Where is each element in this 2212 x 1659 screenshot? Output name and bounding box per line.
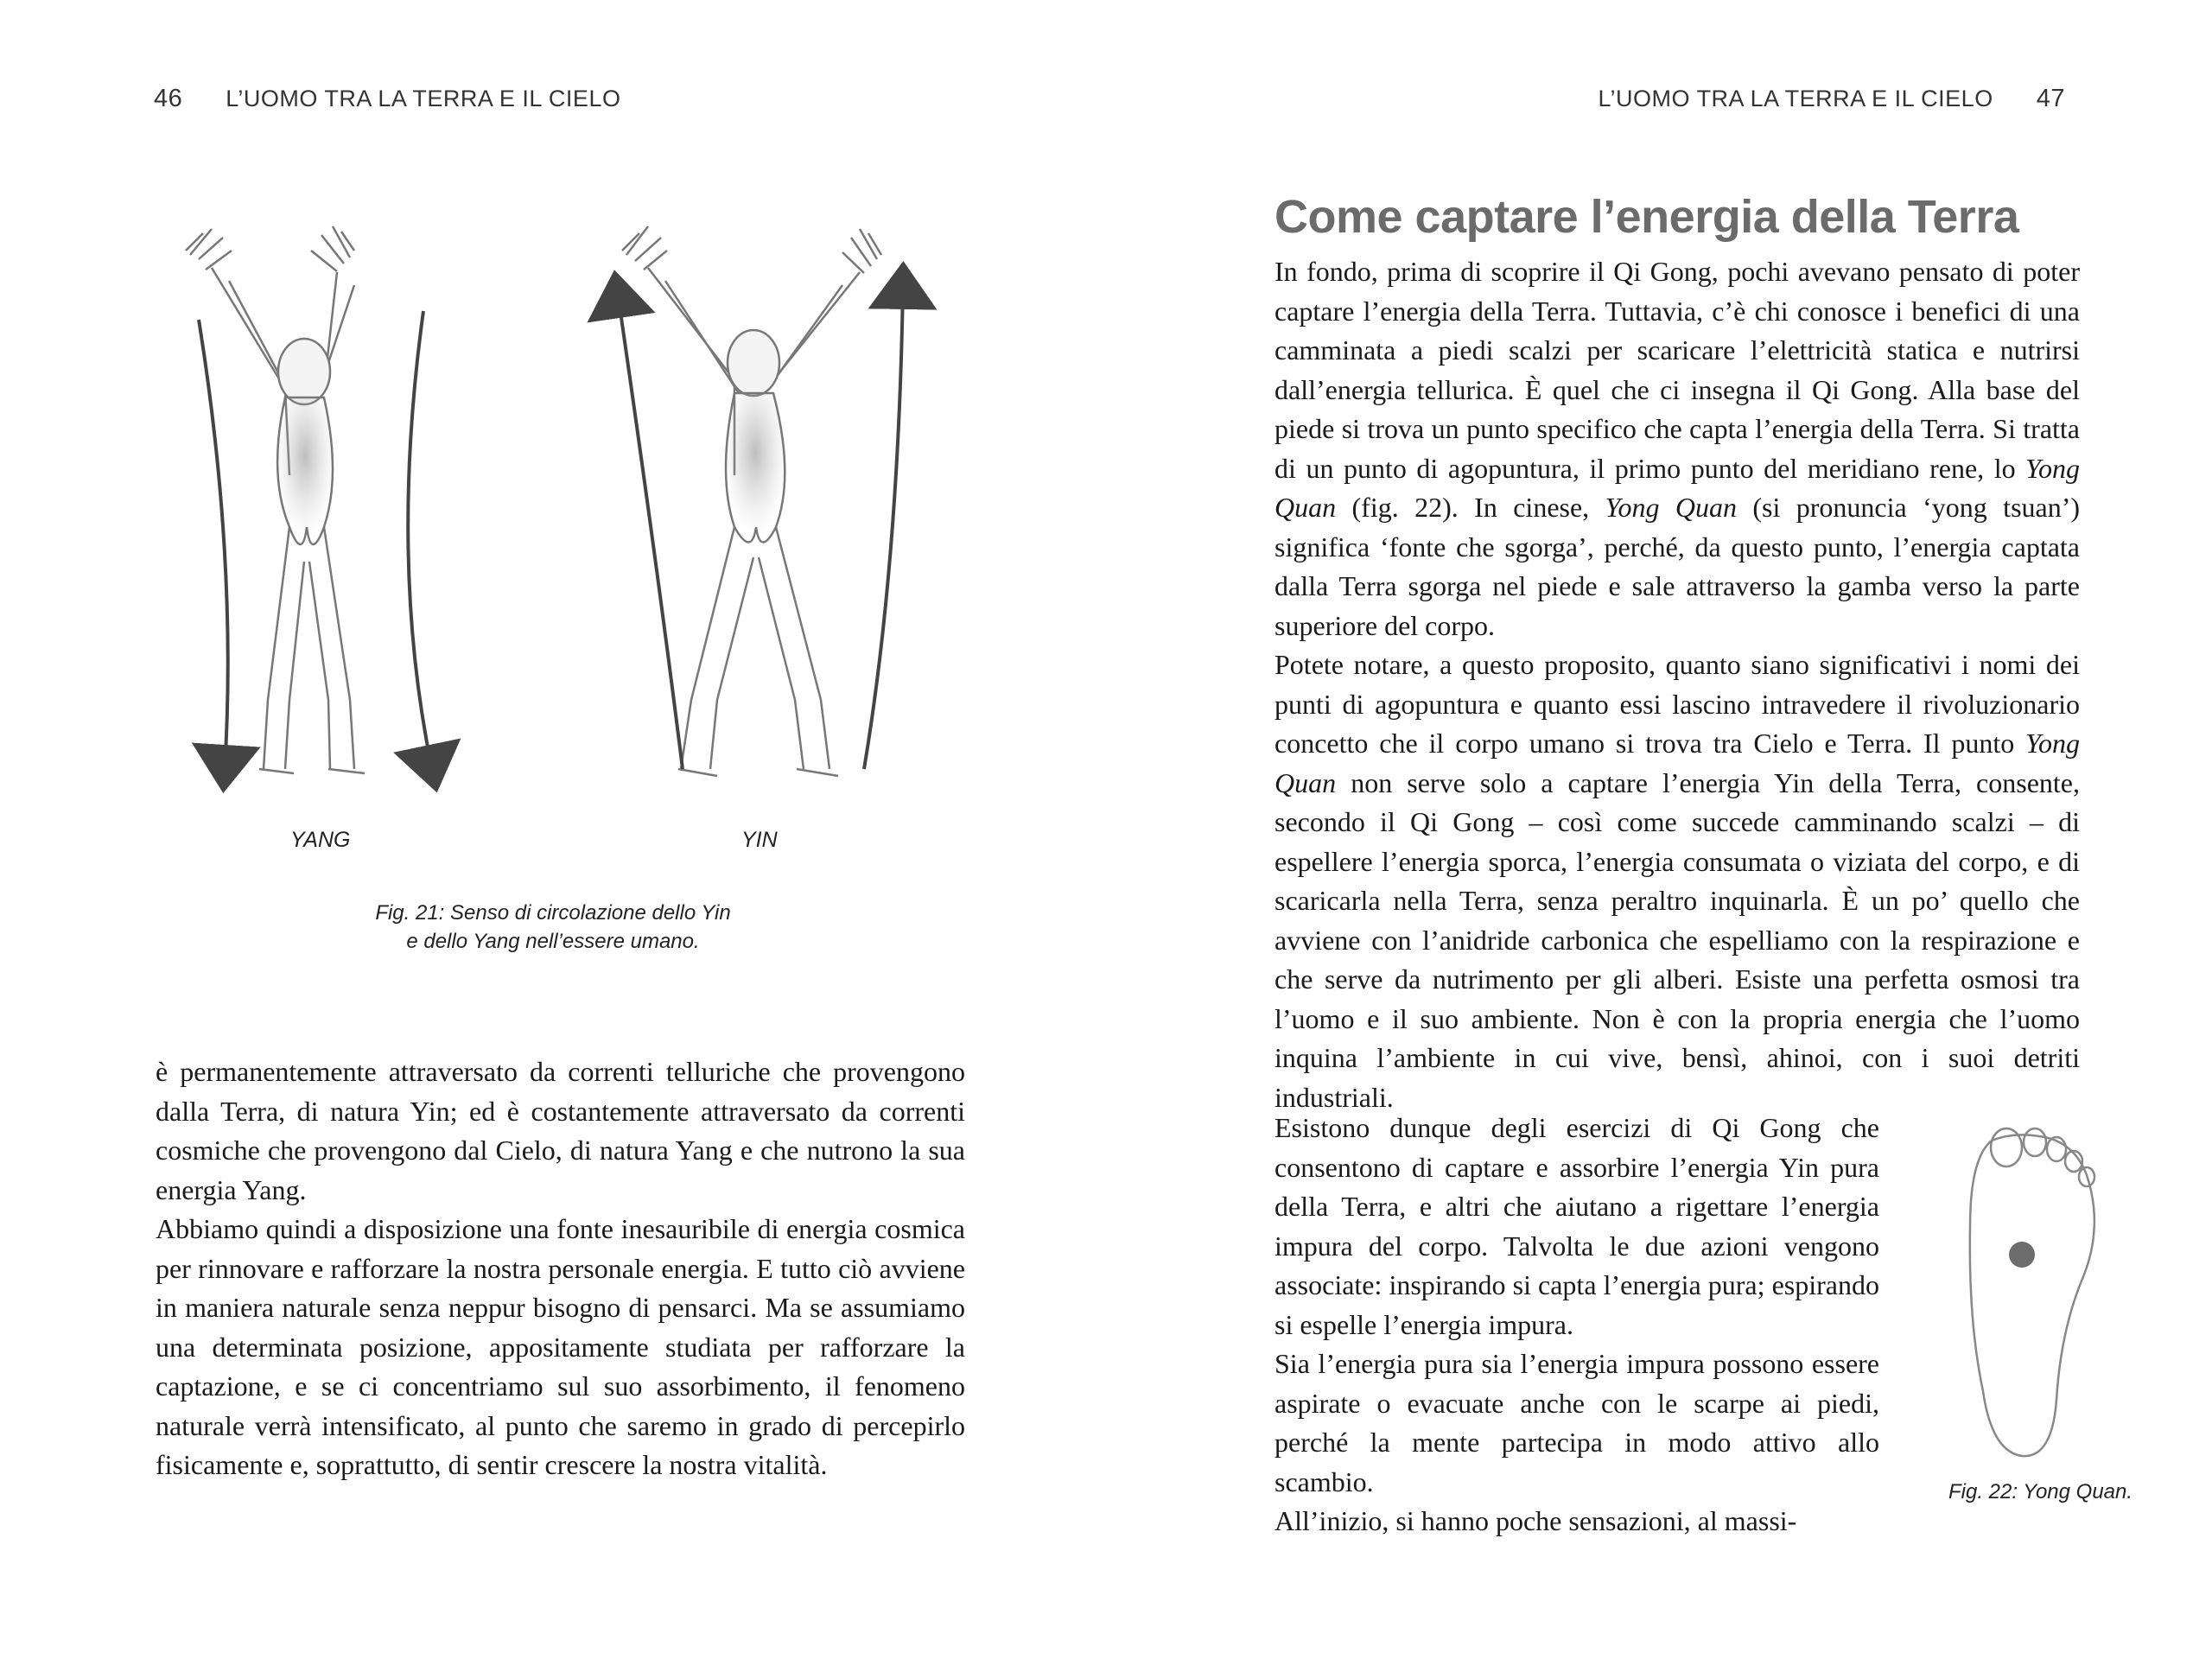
yin-figure: [622, 226, 881, 776]
left-page-number: 46: [154, 85, 183, 112]
yang-figure: [186, 226, 365, 773]
right-paragraph-1: [1274, 252, 2080, 645]
yang-left-arrow: [199, 320, 228, 769]
figure-21-caption-line2: e dello Yang nell’essere umano.: [406, 930, 700, 953]
yin-label: YIN: [741, 828, 778, 852]
p1-text-c: (si pronuncia ‘yong tsuan’) significa ‘fonte che sgorga’, perché, da questo punto, l’energia captata dalla Terra sgorga nel piede e sale attraverso la gamba verso la parte superiore del corpo.: [1274, 492, 2081, 641]
yin-left-arrow: [618, 294, 683, 769]
left-running-title: L’UOMO TRA LA TERRA E IL CIELO: [226, 86, 621, 111]
figure-21-caption: [328, 899, 778, 956]
p1-text-b: (fig. 22). In cinese,: [1351, 492, 1590, 523]
right-running-head: [1599, 85, 2065, 113]
foot-illustration: [1944, 1106, 2117, 1486]
section-heading: Come captare l’energia della Terra: [1274, 191, 2019, 243]
p1-yong-quan-1: Yong Quan: [1274, 452, 2081, 523]
left-running-head: [154, 85, 620, 113]
left-body-text: [156, 1052, 965, 1485]
right-body-text-bottom: [1274, 1109, 1879, 1541]
right-paragraph-4: Sia l’energia pura sia l’energia impura possono essere aspirate o evacuate anche con le scarpe ai piedi, perché la mente partecipa in modo attivo allo scambio.: [1274, 1348, 1879, 1497]
right-running-title: L’UOMO TRA LA TERRA E IL CIELO: [1598, 86, 1993, 111]
p1-yong-quan-2: Yong Quan: [1605, 492, 1737, 523]
yin-right-arrow: [864, 285, 903, 769]
right-paragraph-2: [1274, 645, 2080, 1117]
right-paragraph-5: All’inizio, si hanno poche sensazioni, al massi-: [1274, 1505, 1797, 1536]
right-body-text-top: [1274, 252, 2080, 1117]
left-paragraph-1: è permanentemente attraversato da correnti telluriche che provengono dalla Terra, di natura Yin; ed è costantemente attraversato da correnti cosmiche che provengono dal Cielo, di natura Yang e che nutrono la sua energia Yang.: [156, 1056, 965, 1205]
right-page-number: 47: [2036, 85, 2065, 112]
yin-yang-figure-illustration: [138, 216, 1002, 821]
p2-yong-quan: Yong Quan: [1274, 728, 2081, 798]
p2-text-b: non serve solo a captare l’energia Yin della Terra, consente, secondo il Qi Gong – così come succede camminando scalzi – di espellere l’energia sporca, l’energia consumata o viziata del corpo, e di scaricarla nella Terra, senza peraltro inquinarla. È un po’ quello che avviene con l’anidride carbonica che espelliamo con la respirazione e che serve da nutrimento per gli alberi. Esiste una perfetta osmosi tra l’uomo e il suo ambiente. Non è con la propria energia che l’uomo inquina l’ambiente in cui vive, bensì, ahinoi, con i suoi detriti industriali.: [1274, 766, 2081, 1113]
left-paragraph-2: Abbiamo quindi a disposizione una fonte inesauribile di energia cosmica per rinnovare e rafforzare la nostra personale energia. E tutto ciò avviene in maniera naturale senza neppur bisogno di pensarci. Ma se assumiamo una determinata posizione, appositamente studiata per rafforzare la captazione, e se ci concentriamo sul suo assorbimento, il fenomeno naturale verrà intensificato, al punto che saremo in grado di percepirlo fisicamente e, soprattutto, di sentir crescere la nostra vitalità.: [156, 1213, 965, 1480]
p1-text-a: In fondo, prima di scoprire il Qi Gong, pochi avevano pensato di poter captare l’energia della Terra. Tuttavia, c’è chi conosce i benefici di una camminata a piedi scalzi per scaricare l’elettricità statica e nutrirsi dall’energia tellurica. È quel che ci insegna il Qi Gong. Alla base del piede si trova un punto specifico che capta l’energia della Terra. Si tratta di un punto di agopuntura, il primo punto del meridiano rene, lo: [1274, 256, 2080, 484]
yang-label: YANG: [290, 828, 351, 852]
figure-21-caption-line1: Fig. 21: Senso di circolazione dello Yin: [375, 901, 731, 925]
figure-22-caption: Fig. 22: Yong Quan.: [1948, 1480, 2133, 1503]
right-page: [1106, 0, 2212, 1659]
yang-right-arrow: [408, 311, 432, 769]
right-paragraph-3: Esistono dunque degli esercizi di Qi Gong che consentono di captare e assorbire l’energia Yin pura della Terra, e altri che aiutano a rigettare l’energia impura del corpo. Talvolta le due azioni vengono associate: inspirando si capta l’energia pura; espirando si espelle l’energia impura.: [1274, 1112, 1879, 1340]
yong-quan-point: [2009, 1242, 2035, 1268]
p2-text-a: Potete notare, a questo proposito, quanto siano significativi i nomi dei punti di agopuntura e quanto essi lascino intravedere il rivoluzionario concetto che il corpo umano si trova tra Cielo e Terra. Il punto: [1274, 649, 2080, 759]
